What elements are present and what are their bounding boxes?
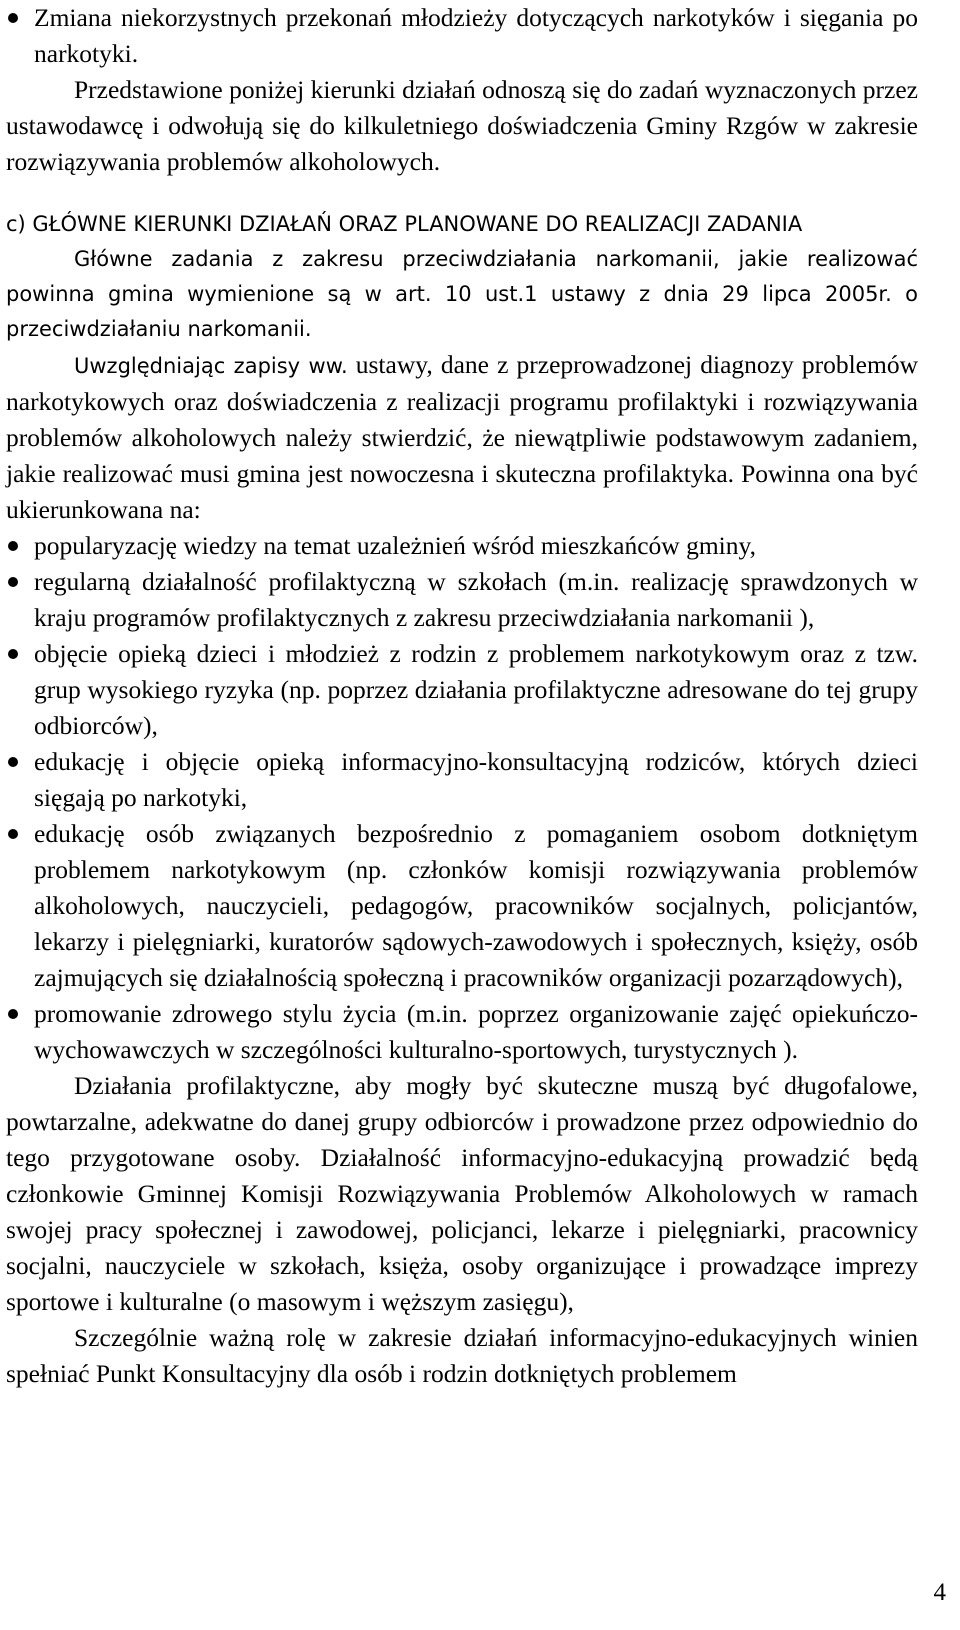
list-item [6,528,918,564]
intro-bullet-list [6,0,918,72]
list-item [6,636,918,744]
section-heading: c) GŁÓWNE KIERUNKI DZIAŁAŃ ORAZ PLANOWANE DO REALIZACJI ZADANIA [6,212,803,236]
list-item [6,816,918,996]
paragraph-lead-in: Uwzględniając zapisy ww. [74,354,348,378]
list-item [6,0,918,72]
bullet-text: promowanie zdrowego stylu życia (m.in. poprzez organizowanie zajęć opiekuńczo-wychowawczych w szczególności kulturalno-sportowych, turystycznych ). [34,999,918,1064]
bullet-text: edukację i objęcie opieką informacyjno-konsultacyjną rodziców, których dzieci sięgają po narkotyki, [34,747,918,812]
bullet-text: popularyzację wiedzy na temat uzależnień wśród mieszkańców gminy, [34,531,756,560]
bullet-icon [8,541,18,551]
bullet-icon [8,1009,18,1019]
intro-paragraph: Przedstawione poniżej kierunki działań odnoszą się do zadań wyznaczonych przez ustawodawcę i odwołują się do kilkuletniego doświadczenia Gminy Rzgów w zakresie rozwiązywania problemów alkoholowych. [6,75,918,176]
bullet-icon [8,829,18,839]
list-item [6,564,918,636]
bullet-icon [8,577,18,587]
bullet-icon [8,649,18,659]
bullet-icon [8,757,18,767]
bullet-text: regularną działalność profilaktyczną w szkołach (m.in. realizację sprawdzonych w kraju programów profilaktycznych z zakresu przeciwdziałania narkomanii ), [34,567,918,632]
paragraph-tail: Powinna ona być ukierunkowana na: [6,459,918,524]
bullet-text: Zmiana niekorzystnych przekonań młodzieży dotyczących narkotyków i sięgania po narkotyki. [34,3,918,68]
section-paragraph-2 [6,347,918,528]
spacer [6,180,918,207]
closing-paragraph-1: Działania profilaktyczne, aby mogły być skuteczne muszą być długofalowe, powtarzalne, adekwatne do danej grupy odbiorców i prowadzone przez odpowiednio do tego przygotowane osoby. Działalność informacyjno-edukacyjną prowadzić będą członkowie Gminnej Komisji Rozwiązywania Problemów Alkoholowych w ramach swojej pracy społecznej i zawodowej, policjanci, lekarze i pielęgniarki, pracownicy socjalni, nauczyciele w szkołach, księża, osoby organizujące i prowadzące imprezy sportowe i kulturalne (o masowym i węższym zasięgu), [6,1071,918,1316]
paragraph-body: ustawy, dane z przeprowadzonej diagnozy problemów narkotykowych oraz doświadczenia z realizacji programu profilaktyki i rozwiązywania problemów alkoholowych należy stwierdzić, że niewątpliwie podstawowym zadaniem, jakie realizować musi gmina jest nowoczesna i skuteczna profilaktyka. [6,350,918,488]
page-number: 4 [933,1579,946,1606]
page-content [6,0,918,1392]
list-item [6,744,918,816]
closing-paragraph-2: Szczególnie ważną rolę w zakresie działań informacyjno-edukacyjnych winien spełniać Punkt Konsultacyjny dla osób i rodzin dotkniętych problemem [6,1323,918,1388]
bullet-icon [8,13,18,23]
bullet-text: edukację osób związanych bezpośrednio z pomaganiem osobom dotkniętym problemem narkotykowym (np. członków komisji rozwiązywania problemów alkoholowych, nauczycieli, pedagogów, pracowników socjalnych, policjantów, lekarzy i pielęgniarki, kuratorów sądowych-zawodowych i społecznych, księży, osób zajmujących się działalnością społeczną i pracowników organizacji pozarządowych), [34,819,918,992]
list-item [6,996,918,1068]
directions-bullet-list [6,528,918,1068]
section-paragraph-1: Główne zadania z zakresu przeciwdziałania narkomanii, jakie realizować powinna gmina wymienione są w art. 10 ust.1 ustawy z dnia 29 lipca 2005r. o przeciwdziałaniu narkomanii. [6,247,918,341]
bullet-text: objęcie opieką dzieci i młodzież z rodzin z problemem narkotykowym oraz z tzw. grup wysokiego ryzyka (np. poprzez działania profilaktyczne adresowane do tej grupy odbiorców), [34,639,918,740]
